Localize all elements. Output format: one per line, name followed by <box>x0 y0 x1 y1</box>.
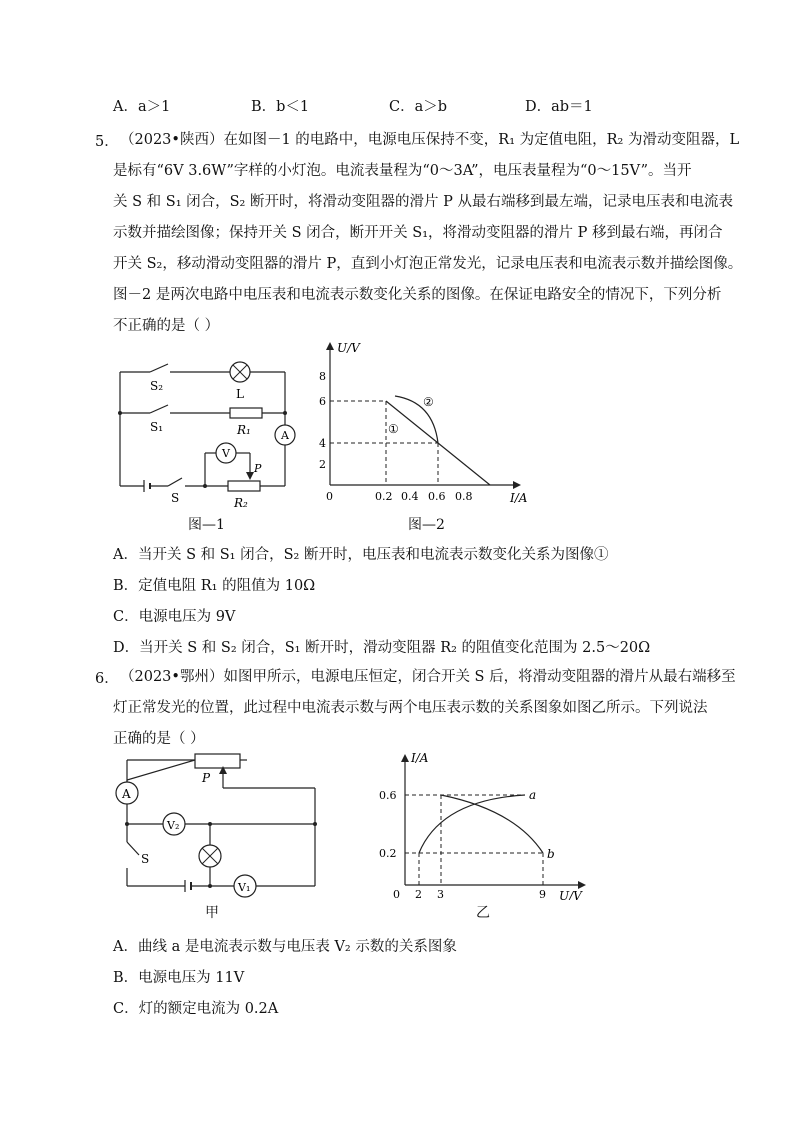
x-tick-2: 2 <box>415 888 422 900</box>
label-p: P <box>202 771 211 785</box>
q5-line-2: 是标有“6V 3.6W”字样的小灯泡。电流表量程为“0～3A”，电压表量程为“0～15V”。当开 <box>113 163 692 179</box>
q6-option-c: C．灯的额定电流为 0.2A <box>113 1001 279 1017</box>
x-tick-0: 0 <box>393 888 400 900</box>
ammeter-symbol: A <box>281 429 289 442</box>
label-r2: R₂ <box>234 496 248 510</box>
q6-iu-graph <box>375 750 595 900</box>
q6-number: 6． <box>95 671 119 687</box>
q5-line-1: （2023•陕西）在如图－1 的电路中，电源电压保持不变，R₁ 为定值电阻，R₂ 为滑动变阻器，L <box>120 132 740 148</box>
label-s2: S₂ <box>150 379 164 393</box>
y-tick-0.2: 0.2 <box>379 847 397 860</box>
q5-option-b: B．定值电阻 R₁ 的阻值为 10Ω <box>113 578 316 594</box>
q5-ui-graph <box>315 340 535 505</box>
ammeter-symbol: A <box>122 787 131 801</box>
x-tick-0.6: 0.6 <box>428 490 446 503</box>
voltmeter-v2-symbol: V₂ <box>167 819 180 832</box>
curve-a-label: a <box>529 788 537 802</box>
option-d: D．ab＝1 <box>525 99 593 115</box>
x-axis-label: I/A <box>510 491 528 505</box>
fig-jia-caption: 甲 <box>205 905 219 921</box>
y-axis-label: I/A <box>411 751 429 765</box>
fig-yi-caption: 乙 <box>476 905 490 921</box>
label-s: S <box>141 852 150 866</box>
q5-option-d: D．当开关 S 和 S₂ 闭合，S₁ 断开时，滑动变阻器 R₂ 的阻值变化范围为 2.5～20Ω <box>113 640 651 656</box>
label-s1: S₁ <box>150 420 164 434</box>
y-tick-2: 2 <box>319 458 326 471</box>
x-tick-0: 0 <box>326 490 333 503</box>
x-tick-9: 9 <box>539 888 546 900</box>
q6-line-1: （2023•鄂州）如图甲所示，电源电压恒定，闭合开关 S 后，将滑动变阻器的滑片从最右端移至 <box>120 669 736 685</box>
curve-1-label: ① <box>388 422 399 436</box>
y-axis-label: U/V <box>337 341 360 355</box>
q5-line-4: 示数并描绘图像；保持开关 S 闭合，断开开关 S₁，将滑动变阻器的滑片 P 移到最右端，再闭合 <box>113 225 723 241</box>
q5-option-a: A．当开关 S 和 S₁ 闭合，S₂ 断开时，电压表和电流表示数变化关系为图像① <box>113 547 609 563</box>
voltmeter-v1-symbol: V₁ <box>238 881 251 894</box>
y-tick-6: 6 <box>319 395 326 408</box>
x-tick-3: 3 <box>437 888 444 900</box>
q6-line-3: 正确的是（ ） <box>113 731 205 747</box>
q5-line-5: 开关 S₂，移动滑动变阻器的滑片 P，直到小灯泡正常发光，记录电压表和电流表示数并描绘图像。 <box>113 256 743 272</box>
label-s: S <box>171 491 180 505</box>
q5-line-7: 不正确的是（ ） <box>113 318 220 334</box>
q5-line-3: 关 S 和 S₁ 闭合，S₂ 断开时，将滑动变阻器的滑片 P 从最右端移到最左端，记录电压表和电流表 <box>113 194 733 210</box>
q6-line-2: 灯正常发光的位置，此过程中电流表示数与两个电压表示数的关系图象如图乙所示。下列说法 <box>113 700 708 716</box>
label-p: P <box>254 462 262 475</box>
option-a: A．a＞1 <box>113 99 171 115</box>
x-tick-0.4: 0.4 <box>401 490 419 503</box>
label-r1: R₁ <box>237 423 251 437</box>
fig1-caption: 图—1 <box>188 517 225 533</box>
x-axis-label: U/V <box>559 889 582 900</box>
q5-number: 5． <box>95 134 119 150</box>
option-c: C．a＞b <box>389 99 448 115</box>
fig2-caption: 图—2 <box>408 517 445 533</box>
label-l: L <box>236 387 244 401</box>
q5-option-c: C．电源电压为 9V <box>113 609 236 625</box>
q5-circuit-diagram <box>110 350 310 510</box>
q6-circuit-diagram <box>105 750 325 900</box>
curve-2-label: ② <box>423 395 434 409</box>
y-tick-0.6: 0.6 <box>379 789 397 802</box>
x-tick-0.2: 0.2 <box>375 490 393 503</box>
q5-line-6: 图－2 是两次电路中电压表和电流表示数变化关系的图像。在保证电路安全的情况下，下列分析 <box>113 287 722 303</box>
q6-option-a: A．曲线 a 是电流表示数与电压表 V₂ 示数的关系图象 <box>113 939 457 955</box>
voltmeter-symbol: V <box>222 447 230 460</box>
y-tick-8: 8 <box>319 370 326 383</box>
x-tick-0.8: 0.8 <box>455 490 473 503</box>
q6-option-b: B．电源电压为 11V <box>113 970 245 986</box>
y-tick-4: 4 <box>319 437 326 450</box>
curve-b-label: b <box>547 847 555 861</box>
option-b: B．b＜1 <box>251 99 310 115</box>
